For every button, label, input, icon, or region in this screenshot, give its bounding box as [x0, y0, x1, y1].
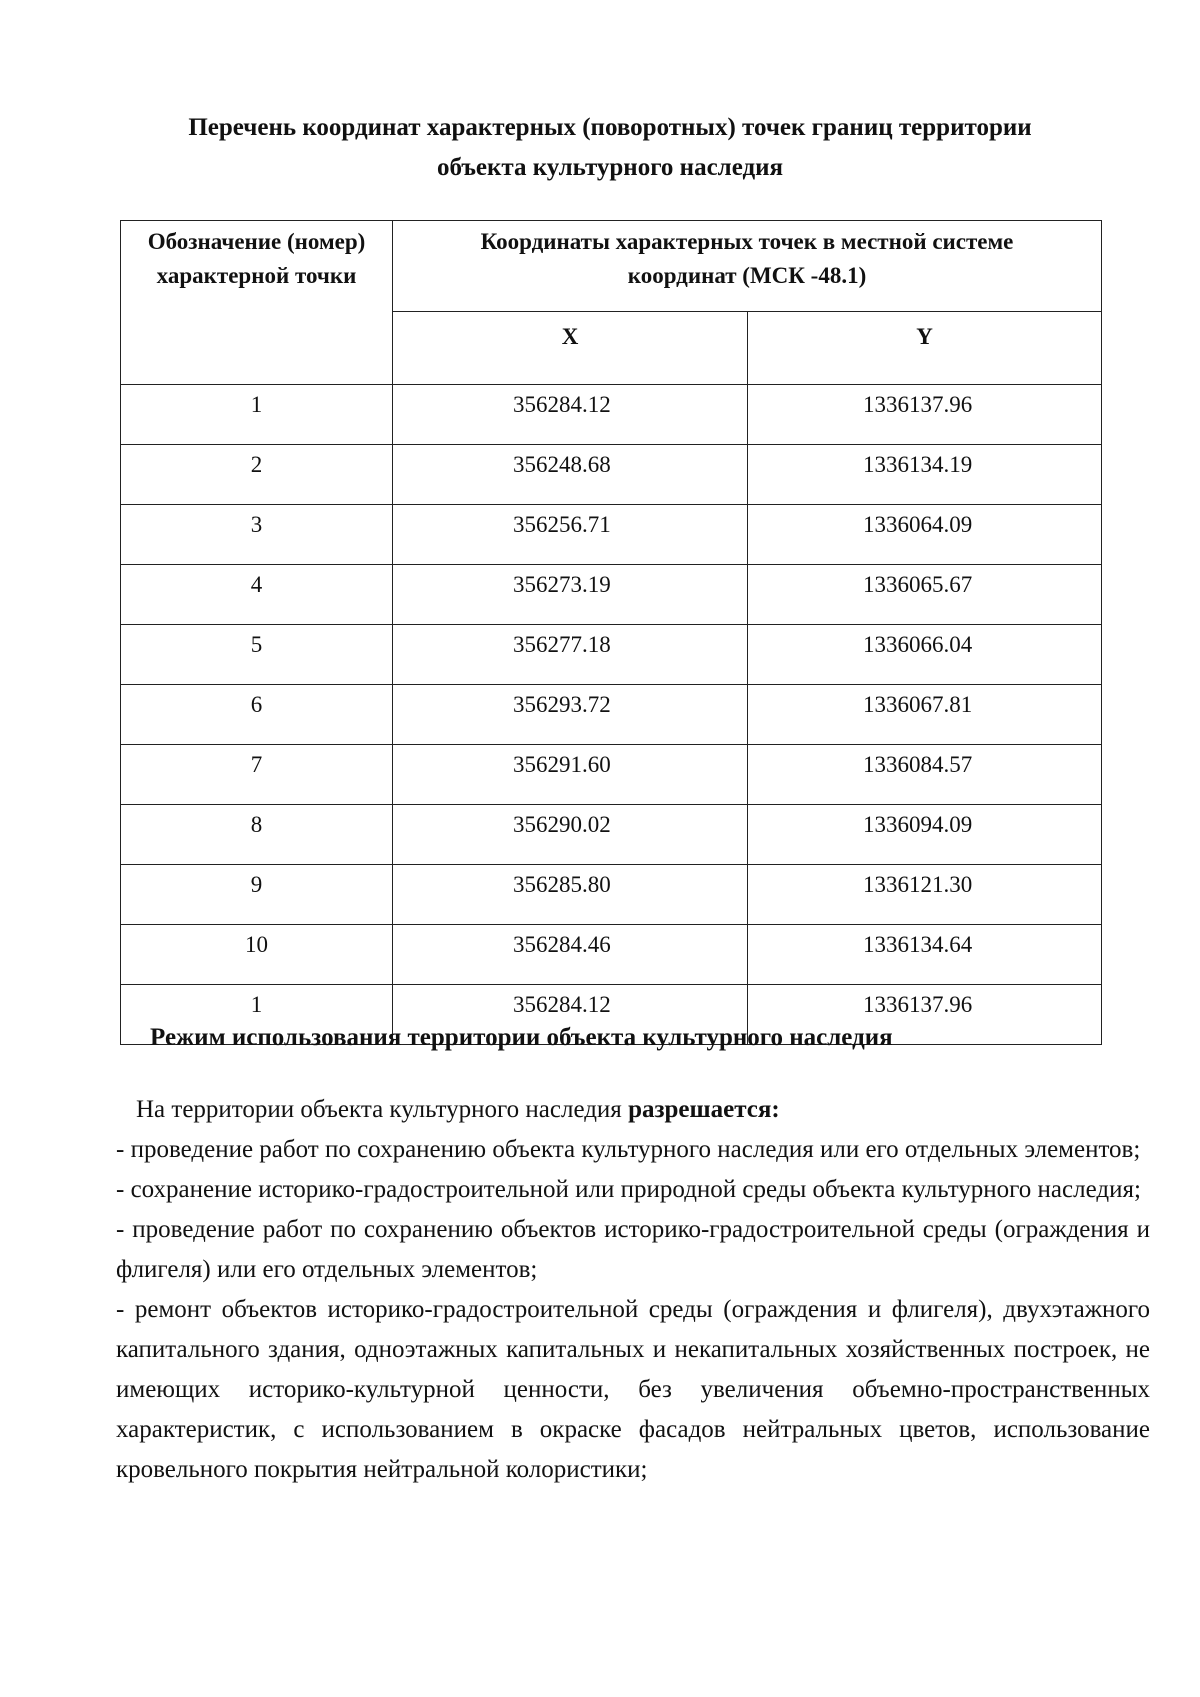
header-x: X: [393, 312, 748, 385]
x-coordinate-cell: 356293.72: [393, 685, 748, 745]
point-number-cell: 8: [121, 805, 393, 865]
y-coordinate-cell: 1336134.19: [748, 445, 1102, 505]
point-number-cell: 9: [121, 865, 393, 925]
y-coordinate-cell: 1336137.96: [748, 385, 1102, 445]
table-row: [121, 685, 1102, 745]
x-coordinate-cell: 356277.18: [393, 625, 748, 685]
header-point-line-1: Обозначение (номер): [147, 229, 366, 254]
table-row: [121, 625, 1102, 685]
point-number-cell: 6: [121, 685, 393, 745]
coordinates-table-body: [121, 385, 1102, 1045]
point-number-cell: 3: [121, 505, 393, 565]
x-coordinate-cell: 356256.71: [393, 505, 748, 565]
x-coordinate-cell: 356273.19: [393, 565, 748, 625]
x-coordinate-cell: 356285.80: [393, 865, 748, 925]
point-number-cell: 4: [121, 565, 393, 625]
regime-items-list: [116, 1130, 1150, 1490]
document-title: [110, 108, 1110, 188]
document-title-line-1: Перечень координат характерных (поворотных) точек границ территории: [188, 114, 1032, 141]
regime-intro-bold: разрешается:: [628, 1096, 780, 1123]
table-row: [121, 565, 1102, 625]
point-number-cell: 10: [121, 925, 393, 985]
table-row: [121, 505, 1102, 565]
x-coordinate-cell: 356248.68: [393, 445, 748, 505]
x-coordinate-cell: 356284.12: [393, 385, 748, 445]
y-coordinate-cell: 1336066.04: [748, 625, 1102, 685]
y-coordinate-cell: 1336065.67: [748, 565, 1102, 625]
table-row: [121, 865, 1102, 925]
regime-section-title: Режим использования территории объекта культурного наследия: [150, 1024, 893, 1051]
regime-list-item: - проведение работ по сохранению объектов историко-градостроительной среды (ограждения и флигеля) или его отдельных элементов;: [116, 1216, 1150, 1283]
table-row: [121, 445, 1102, 505]
header-point-number: [121, 221, 393, 385]
table-row: [121, 745, 1102, 805]
x-coordinate-cell: 356284.12: [393, 985, 748, 1045]
regime-intro-text: На территории объекта культурного наследия: [136, 1096, 629, 1123]
x-coordinate-cell: 356291.60: [393, 745, 748, 805]
y-coordinate-cell: 1336067.81: [748, 685, 1102, 745]
point-number-cell: 7: [121, 745, 393, 805]
y-coordinate-cell: 1336064.09: [748, 505, 1102, 565]
point-number-cell: 1: [121, 385, 393, 445]
y-coordinate-cell: 1336134.64: [748, 925, 1102, 985]
point-number-cell: 1: [121, 985, 393, 1045]
table-row: [121, 385, 1102, 445]
coordinates-table: [120, 220, 1102, 1045]
regime-list-item: - сохранение историко-градостроительной или природной среды объекта культурного наследия;: [116, 1176, 1141, 1203]
x-coordinate-cell: 356290.02: [393, 805, 748, 865]
y-coordinate-cell: 1336094.09: [748, 805, 1102, 865]
y-coordinate-cell: 1336137.96: [748, 985, 1102, 1045]
header-coordinates: [393, 221, 1102, 312]
header-point-line-2: характерной точки: [156, 263, 357, 288]
regime-list-item: - проведение работ по сохранению объекта культурного наследия или его отдельных элементов;: [116, 1136, 1141, 1163]
table-row: [121, 925, 1102, 985]
regime-intro: [116, 1090, 1150, 1130]
document-title-line-2: объекта культурного наследия: [436, 154, 784, 181]
point-number-cell: 2: [121, 445, 393, 505]
point-number-cell: 5: [121, 625, 393, 685]
y-coordinate-cell: 1336121.30: [748, 865, 1102, 925]
header-y: Y: [748, 312, 1102, 385]
y-coordinate-cell: 1336084.57: [748, 745, 1102, 805]
table-row: [121, 805, 1102, 865]
header-coords-line-2: координат (МСК -48.1): [627, 263, 867, 288]
regime-list-item: - ремонт объектов историко-градостроительной среды (ограждения и флигеля), двухэтажного капитального здания, одноэтажных капитальных и некапитальных хозяйственных построек, не имеющих историко-культурной ценности, без увеличения объемно-пространственных характеристик, с использованием в окраске фасадов нейтральных цветов, использование кровельного покрытия нейтральной колористики;: [116, 1296, 1150, 1483]
regime-body: [116, 1090, 1150, 1490]
header-coords-line-1: Координаты характерных точек в местной системе: [480, 229, 1014, 254]
x-coordinate-cell: 356284.46: [393, 925, 748, 985]
